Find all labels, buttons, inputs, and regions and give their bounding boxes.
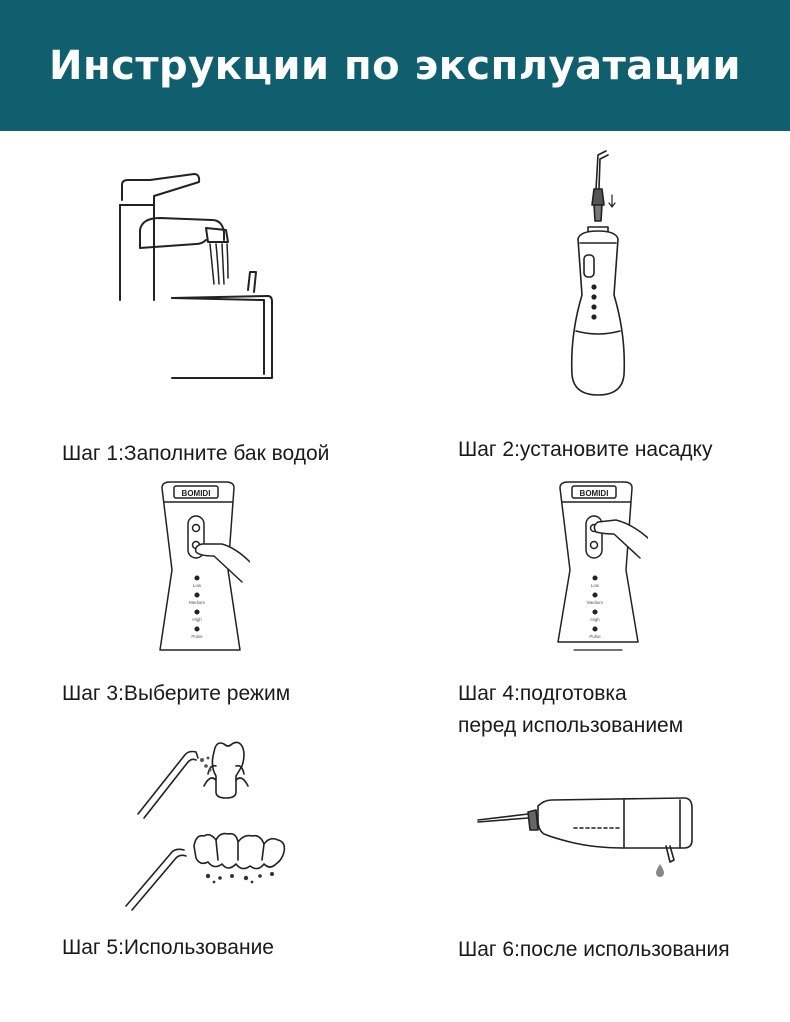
step-4-caption-line-1: Шаг 4:подготовка xyxy=(458,682,627,705)
page-title: Инструкции по эксплуатации xyxy=(49,42,741,89)
svg-text:Medium: Medium xyxy=(586,600,604,605)
water-drop-icon xyxy=(656,864,664,877)
svg-text:Pulse: Pulse xyxy=(589,634,601,639)
brand-label: BOMIDI xyxy=(579,489,609,498)
step-3-illustration xyxy=(150,478,250,654)
finger-icon xyxy=(196,544,250,582)
irrigator-front-icon xyxy=(558,482,638,650)
header-banner xyxy=(0,0,790,131)
teeth-row-icon xyxy=(194,834,284,869)
step-2-illustration xyxy=(550,145,650,405)
step-4-illustration xyxy=(548,478,648,654)
irrigator-side-icon xyxy=(478,798,692,848)
step-6-caption: Шаг 6:после использования xyxy=(458,938,730,961)
water-stream-icon xyxy=(210,244,228,284)
gum-debris-icon xyxy=(206,872,274,883)
irrigator-body-icon xyxy=(572,227,625,395)
step-5-illustration xyxy=(120,736,290,912)
svg-text:High: High xyxy=(192,617,202,622)
nozzle-tip-icon xyxy=(126,849,186,910)
step-6-illustration xyxy=(474,790,706,886)
step-1-illustration xyxy=(100,160,300,390)
svg-text:Pulse: Pulse xyxy=(191,634,203,639)
svg-text:Low: Low xyxy=(590,583,600,588)
brand-label: BOMIDI xyxy=(181,489,211,498)
tank-icon xyxy=(172,272,272,378)
step-2-caption: Шаг 2:установите насадку xyxy=(458,438,713,461)
faucet-icon xyxy=(120,174,228,300)
svg-text:High: High xyxy=(590,617,600,622)
step-3-caption: Шаг 3:Выберите режим xyxy=(62,682,291,705)
svg-text:Medium: Medium xyxy=(188,600,206,605)
nozzle-icon xyxy=(592,151,615,221)
nozzle-tip-icon xyxy=(138,752,198,819)
step-4-caption-line-2: перед использованием xyxy=(458,714,684,737)
step-1-caption: Шаг 1:Заполните бак водой xyxy=(62,442,330,465)
spray-icon xyxy=(200,757,212,772)
svg-text:Low: Low xyxy=(192,583,202,588)
step-5-caption: Шаг 5:Использование xyxy=(62,936,274,959)
